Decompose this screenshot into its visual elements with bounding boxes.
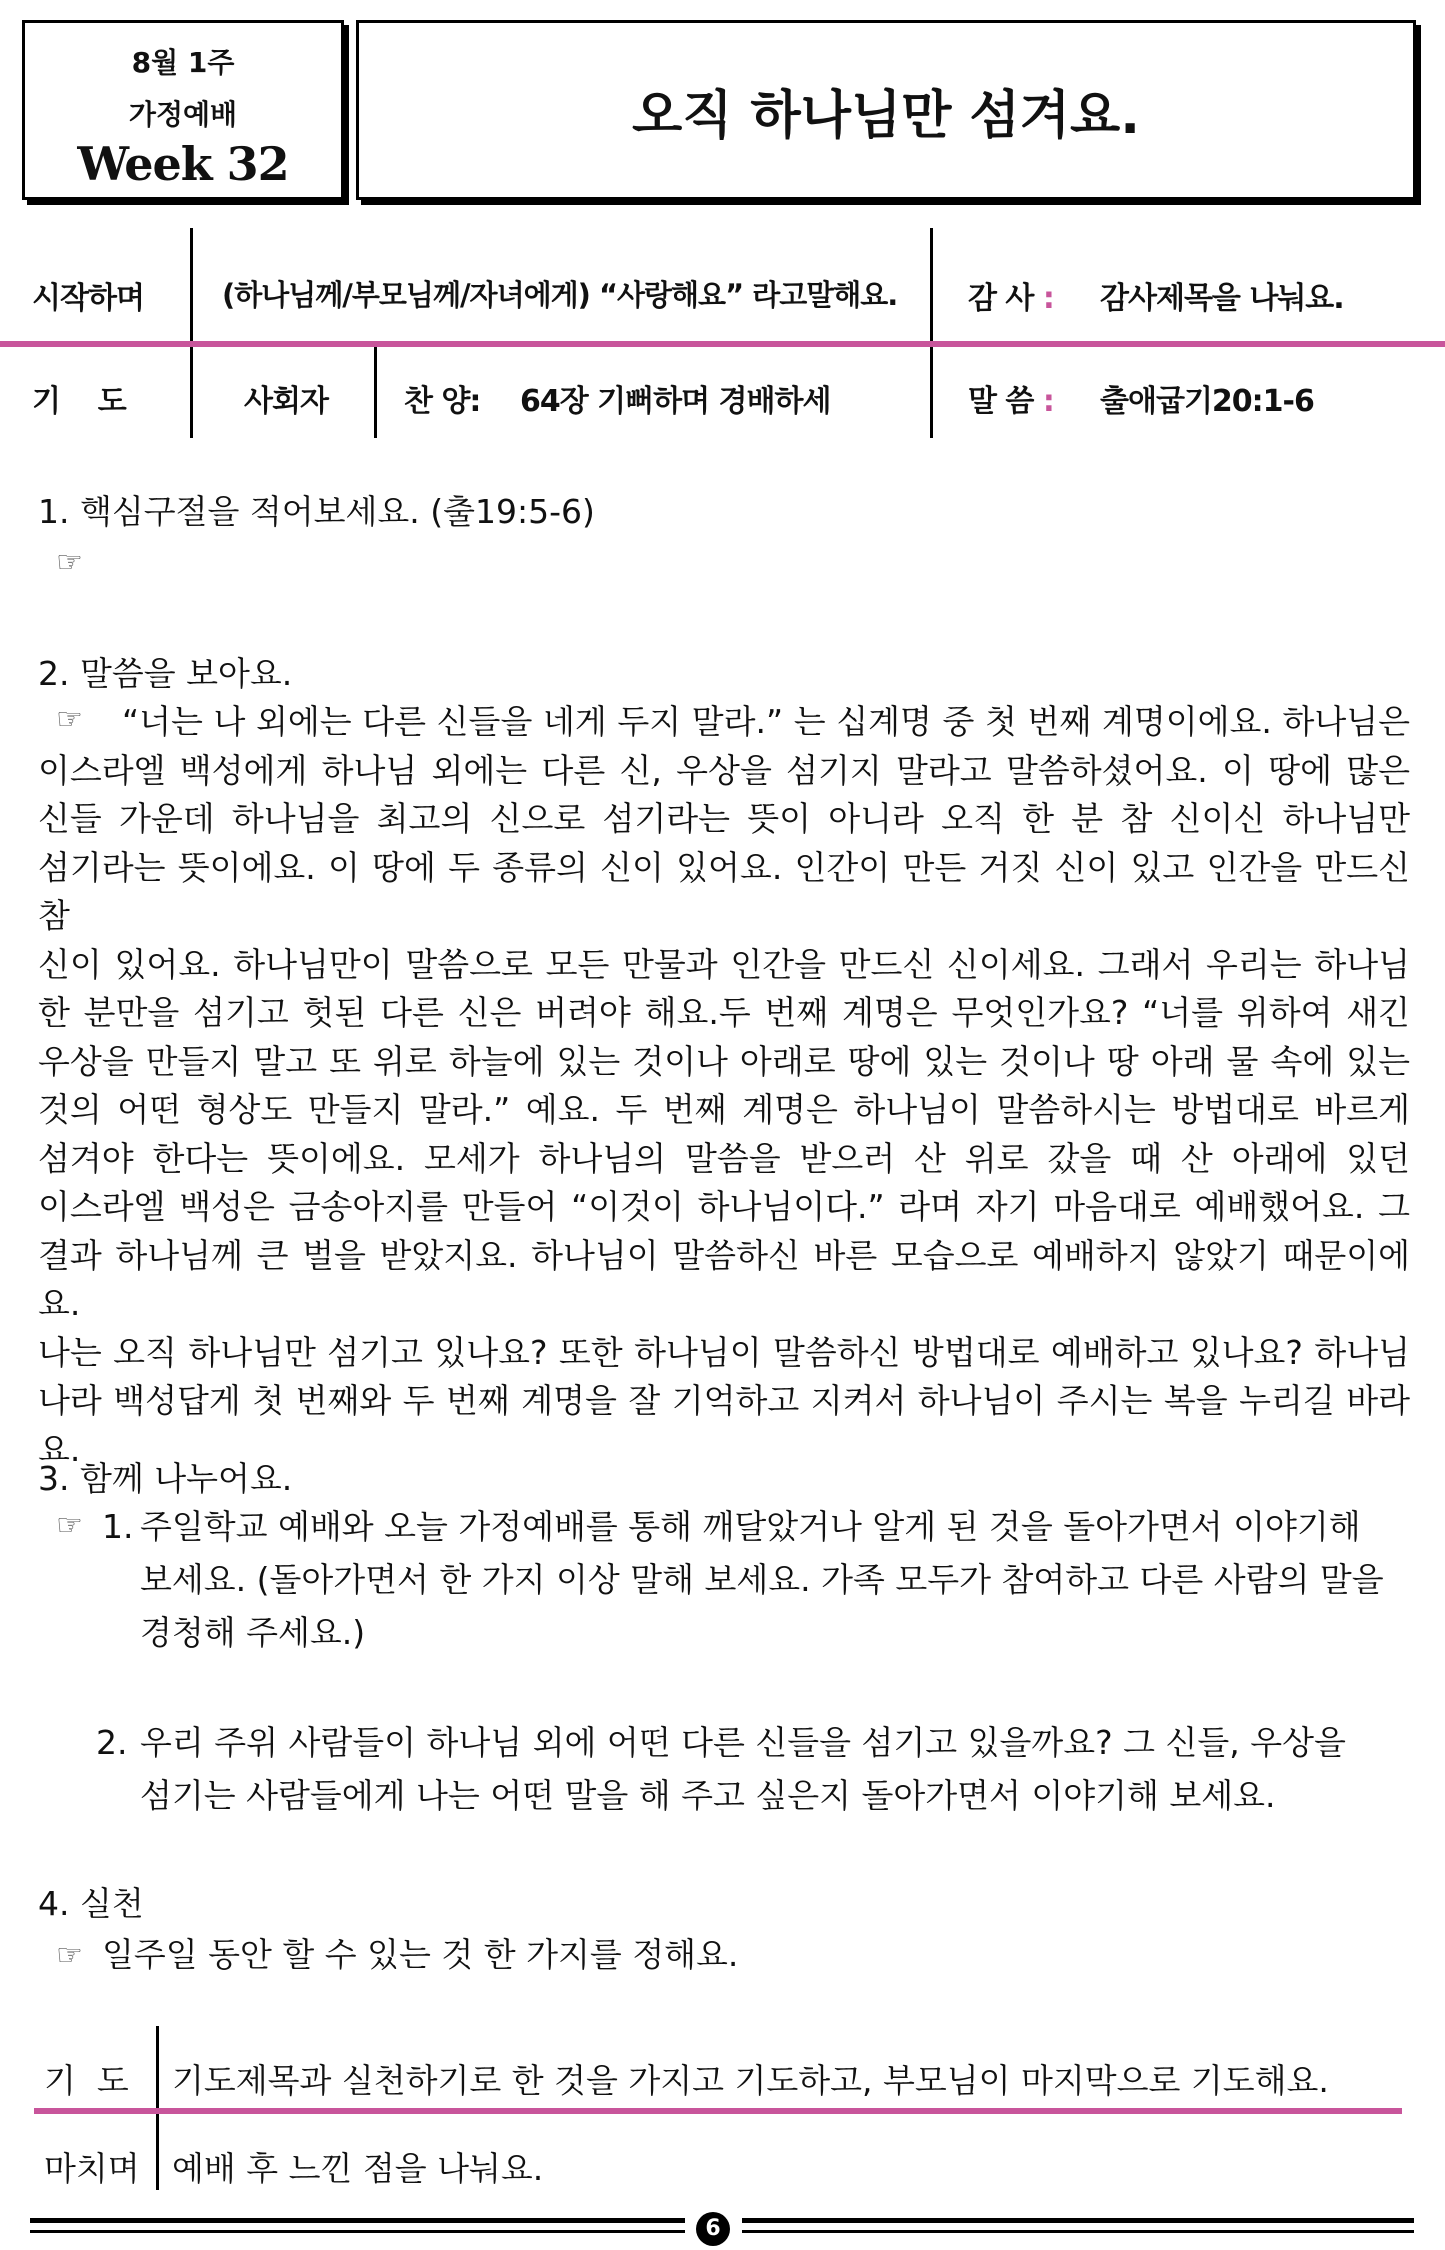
- para-line: 섬기라는 뜻이에요. 이 땅에 두 종류의 신이 있어요. 인간이 만든 거짓 신이 있고 인간을 만드신 참: [38, 847, 1410, 935]
- start-label: 시작하며: [32, 281, 144, 316]
- scripture-explanation: [38, 698, 1410, 1474]
- question-line: 주일학교 예배와 오늘 가정예배를 통해 깨달았거나 알게 된 것을 돌아가면서 이야기해: [140, 1507, 1361, 1546]
- page-title: 오직 하나님만 섬겨요.: [631, 85, 1141, 146]
- question-line: 보세요. (돌아가면서 한 가지 이상 말해 보세요. 가족 모두가 참여하고 다른 사람의 말을: [140, 1560, 1384, 1599]
- question-2: [140, 1716, 1346, 1822]
- question-line: 경청해 주세요.): [140, 1613, 366, 1652]
- hymn-text: 64장 기뻐하며 경배하세: [520, 384, 831, 419]
- para-line: 신들 가운데 하나님을 최고의 신으로 섬기라는 뜻이 아니라 오직 한 분 참 신이신 하나님만: [38, 799, 1410, 838]
- para-line: 섬겨야 한다는 뜻이에요. 모세가 하나님의 말씀을 받으러 산 위로 갔을 때 산 아래에 있던: [38, 1138, 1410, 1178]
- pointing-hand-icon: ☞: [56, 1508, 83, 1543]
- question-line: 섬기는 사람들에게 나는 어떤 말을 해 주고 싶은지 돌아가면서 이야기해 보세요.: [140, 1776, 1276, 1815]
- pointing-hand-icon: ☞: [56, 1938, 83, 1973]
- para-line: 결과 하나님께 큰 벌을 받았지요. 하나님이 말씀하신 바른 모습으로 예배하지 않았기 때문이에요.: [38, 1235, 1410, 1323]
- footer-rule: [742, 2230, 1414, 2233]
- section-3-title: 3. 함께 나누어요.: [38, 1459, 293, 1498]
- thanks-colon: :: [1042, 281, 1054, 316]
- pink-divider: [34, 2108, 1402, 2114]
- table-divider: [190, 228, 193, 438]
- start-text: (하나님께/부모님께/자녀에게) “사랑해요” 라고말해요.: [222, 278, 898, 312]
- week-info-box: [22, 20, 344, 200]
- word-label-text: 말 씀: [968, 384, 1034, 419]
- footer-rule: [742, 2218, 1414, 2223]
- table-divider: [374, 345, 377, 438]
- para-line: 나라 백성답게 첫 번째와 두 번째 계명을 잘 기억하고 지켜서 하나님이 주시는 복을 누리길 바라요.: [38, 1381, 1410, 1469]
- thanks-label: [968, 273, 1054, 317]
- date-line: 8월 1주: [131, 46, 235, 79]
- table-divider: [930, 228, 933, 438]
- thanks-text: 감사제목을 나눠요.: [1100, 281, 1344, 316]
- section-1-title: 1. 핵심구절을 적어보세요. (출19:5-6): [38, 492, 595, 531]
- closing-prayer-label: 기 도: [44, 2061, 129, 2100]
- section-2-title: 2. 말씀을 보아요.: [38, 654, 293, 693]
- title-box: [356, 20, 1416, 200]
- leader-label: 사회자: [244, 384, 328, 419]
- page-number: 6: [696, 2212, 730, 2246]
- pink-divider: [0, 341, 1445, 347]
- closing-prayer-text: 기도제목과 실천하기로 한 것을 가지고 기도하고, 부모님이 마지막으로 기도해요.: [172, 2061, 1329, 2100]
- question-1: [140, 1500, 1384, 1659]
- prayer-label: 기 도: [32, 384, 126, 419]
- para-line: 우상을 만들지 말고 또 위로 하늘에 있는 것이나 아래로 땅에 있는 것이나 땅 아래 물 속에 있는: [38, 1041, 1410, 1081]
- question-line: 우리 주위 사람들이 하나님 외에 어떤 다른 신들을 섬기고 있을까요? 그 신들, 우상을: [140, 1723, 1346, 1762]
- order-of-worship-table: [0, 228, 1445, 438]
- para-line: 한 분만을 섬기고 헛된 다른 신은 버려야 해요.두 번째 계명은 무엇인가요? “너를 위하여 새긴: [38, 993, 1410, 1032]
- para-line: “너는 나 외에는 다른 신들을 네게 두지 말라.” 는 십계명 중 첫 번째 계명이에요. 하나님은: [122, 702, 1410, 741]
- closing-text: 예배 후 느낀 점을 나눠요.: [172, 2149, 544, 2188]
- hymn-label: 찬 양:: [404, 384, 481, 419]
- footer-rule: [30, 2230, 685, 2233]
- week-number: Week 32: [77, 137, 289, 191]
- pointing-hand-icon: ☞: [56, 702, 83, 737]
- section-4-title: 4. 실천: [38, 1884, 144, 1923]
- para-line: 신이 있어요. 하나님만이 말씀으로 모든 만물과 인간을 만드신 신이세요. 그래서 우리는 하나님: [38, 944, 1410, 984]
- question-2-number: 2.: [96, 1723, 128, 1762]
- closing-label: 마치며: [44, 2149, 140, 2188]
- thanks-label-text: 감 사: [968, 281, 1034, 316]
- para-line: 이스라엘 백성에게 하나님 외에는 다른 신, 우상을 섬기지 말라고 말씀하셨어요. 이 땅에 많은: [38, 750, 1410, 790]
- word-label: [968, 376, 1054, 420]
- para-line: 것의 어떤 형상도 만들지 말라.” 예요. 두 번째 계명은 하나님이 말씀하시는 방법대로 바르게: [38, 1090, 1410, 1129]
- footer-rule: [30, 2218, 685, 2223]
- para-line: 이스라엘 백성은 금송아지를 만들어 “이것이 하나님이다.” 라며 자기 마음대로 예배했어요. 그: [38, 1187, 1410, 1226]
- worship-label: 가정예배: [128, 98, 238, 131]
- question-1-number: 1.: [102, 1507, 134, 1546]
- practice-instruction: 일주일 동안 할 수 있는 것 한 가지를 정해요.: [102, 1935, 739, 1974]
- word-colon: :: [1042, 384, 1054, 419]
- pointing-hand-icon: ☞: [56, 545, 83, 580]
- word-text: 출애굽기20:1-6: [1100, 384, 1314, 419]
- para-line: 나는 오직 하나님만 섬기고 있나요? 또한 하나님이 말씀하신 방법대로 예배하고 있나요? 하나님: [38, 1332, 1410, 1372]
